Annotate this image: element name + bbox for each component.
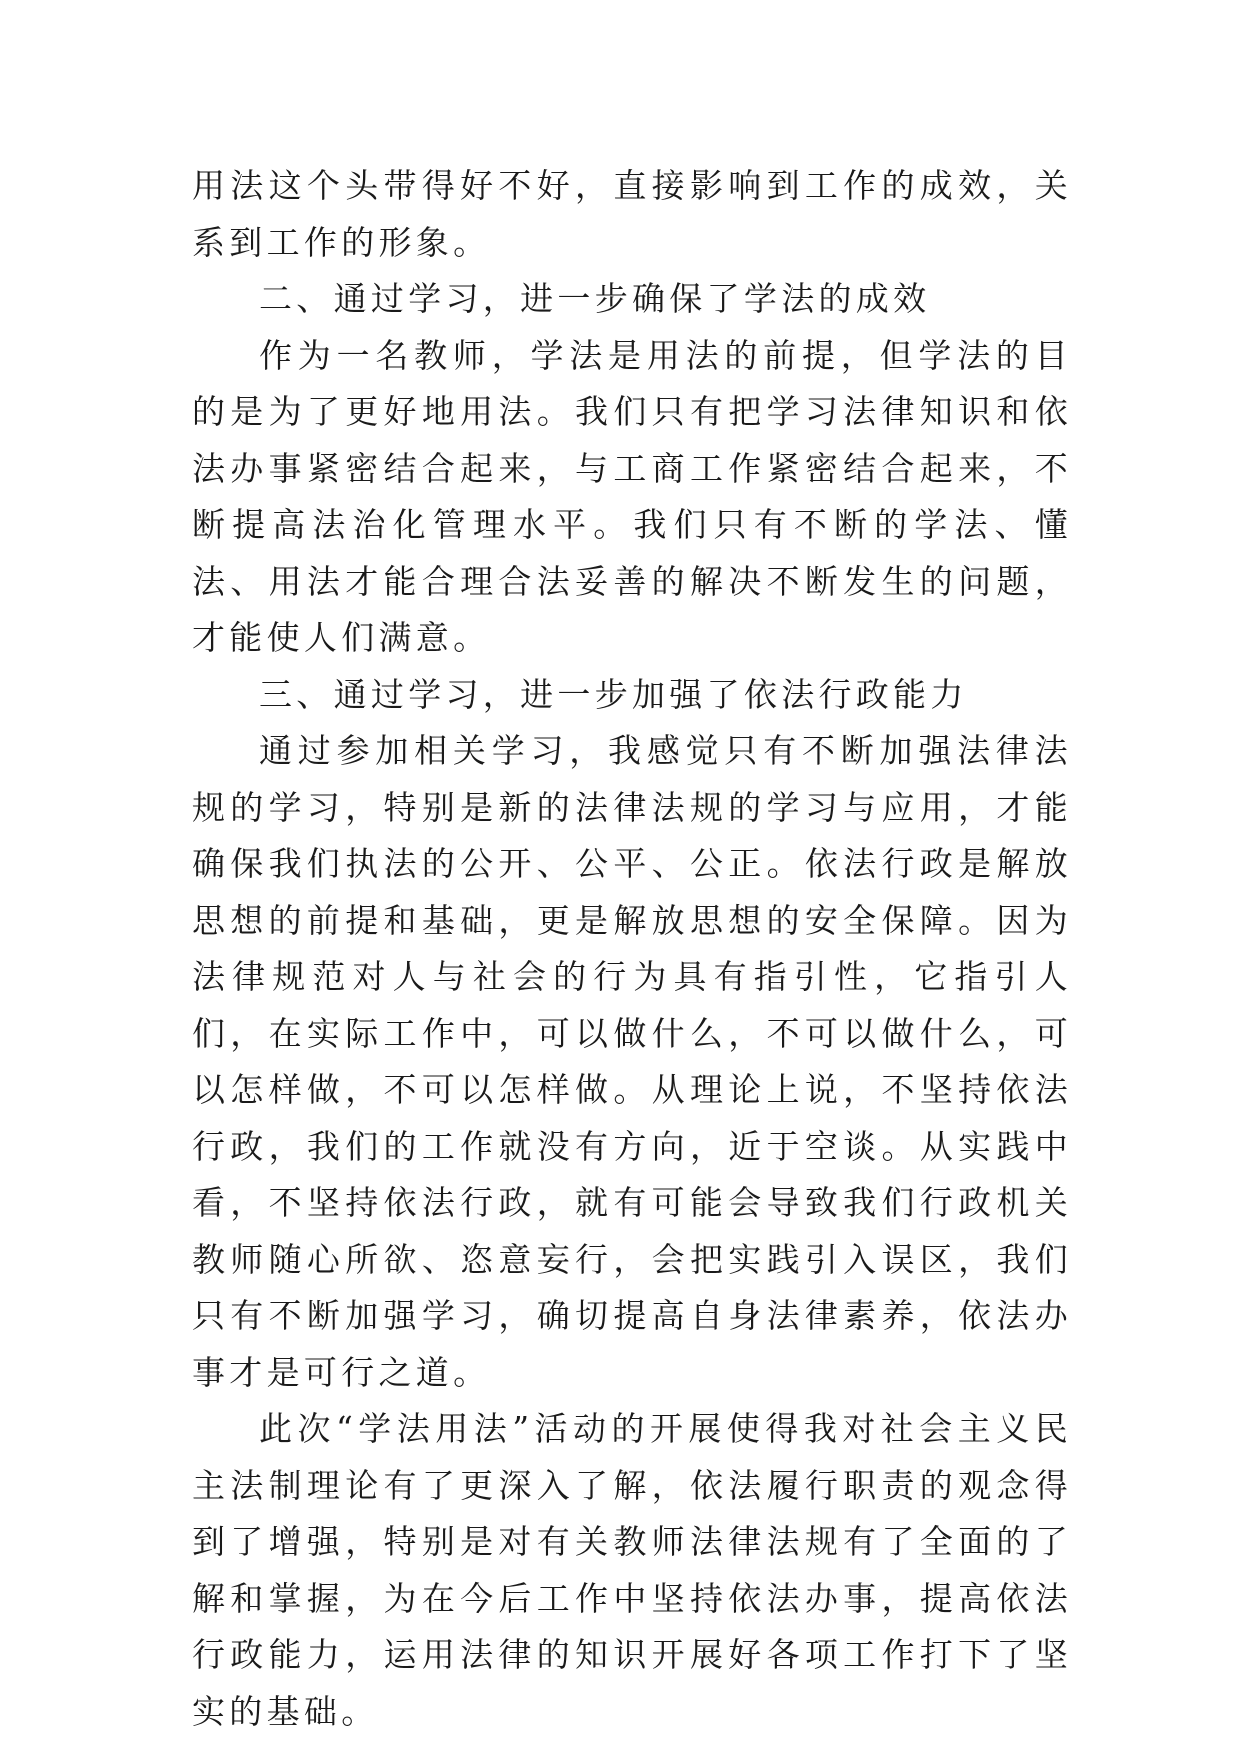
paragraph-continuation: 用法这个头带得好不好，直接影响到工作的成效，关系到工作的形象。 — [192, 166, 1072, 262]
paragraph-section-3: 通过参加相关学习，我感觉只有不断加强法律法规的学习，特别是新的法律法规的学习与应用，才能确保我们执法的公开、公平、公正。依法行政是解放思想的前提和基础，更是解放思想的安全保障。因为法律规范对人与社会的行为具有指引性，它指引人们，在实际工作中，可以做什么，不可以做什么，可以怎样做，不可以怎样做。从理论上说，不坚持依法行政，我们的工作就没有方向，近于空谈。从实践中看，不坚持依法行政，就有可能会导致我们行政机关教师随心所欲、恣意妄行，会把实践引入误区，我们只有不断加强学习，确切提高自身法律素养，依法办事才是可行之道。 — [192, 731, 1072, 1392]
paragraph-conclusion: 此次“学法用法”活动的开展使得我对社会主义民主法制理论有了更深入了解，依法履行职责的观念得到了增强，特别是对有关教师法律法规有了全面的了解和掌握，为在今后工作中坚持依法办事，提高依法行政能力，运用法律的知识开展好各项工作打下了坚实的基础。 — [192, 1409, 1072, 1731]
paragraph-section-2: 作为一名教师，学法是用法的前提，但学法的目的是为了更好地用法。我们只有把学习法律知识和依法办事紧密结合起来，与工商工作紧密结合起来，不断提高法治化管理水平。我们只有不断的学法、懂法、用法才能合理合法妥善的解决不断发生的问题，才能使人们满意。 — [192, 335, 1072, 657]
section-heading-3: 三、通过学习，进一步加强了依法行政能力 — [259, 674, 968, 714]
section-heading-2: 二、通过学习，进一步确保了学法的成效 — [259, 279, 931, 318]
document-body — [192, 158, 1072, 1740]
